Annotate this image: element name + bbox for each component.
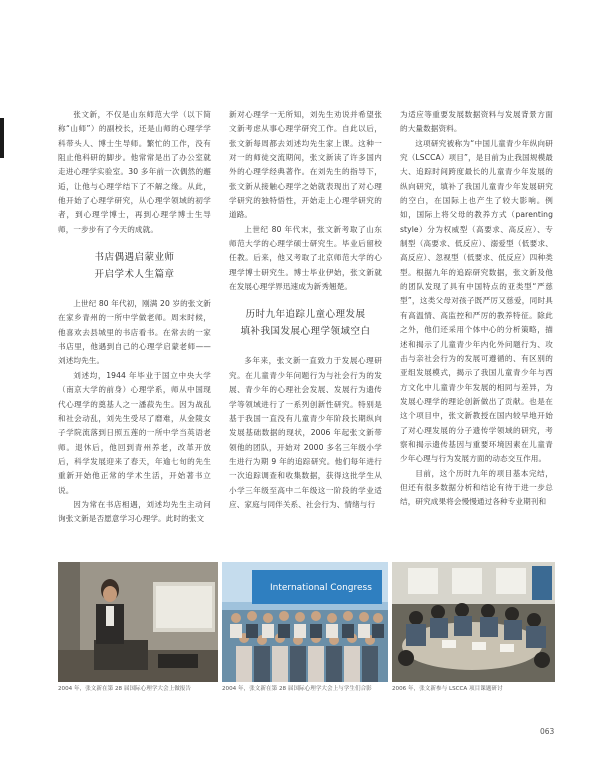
photo-caption: 2006 年，张文新参与 LSCCA 项目课题研讨 — [392, 686, 503, 692]
section-heading-1 — [58, 249, 211, 283]
paragraph: 上世纪 80 年代初，刚满 20 岁的张文新在家乡青州的一所中学做老师。周末时候，他喜欢去县城里的书店看书。在常去的一家书店里，他遇到自己的心理学启蒙老师——刘述均先生。 — [58, 299, 211, 366]
text-column-3 — [400, 108, 553, 510]
paragraph: 这项研究被称为“中国儿童青少年纵向研究（LSCCA）项目”，是目前为止我国规模最大、追踪时间跨度最长的儿童青少年发展的纵向研究，填补了我国儿童青少年发展研究的空白，在国际上也产生了较大影响。例如，国际上将父母的教养方式（parenting style）分为权威型（高要求、高反应）、专制型（高要求、低反应）、溺爱型（低要求、高反应）、忽视型（低要求、低反应）四种类型。根据九年的追踪研究数据，张文新及他的团队发现了具有中国特点的亚类型“严慈型”，这类父母对孩子既严厉又慈爱，同时具有高温情、高监控和严厉的教养特征。除此之外，他们还采用个体中心的分析策略，描述和揭示了儿童青少年内化外问题行为、攻击与亲社会行为的发展可遵循的、有区别的亚组发展模式，揭示了我国儿童青少年与西方文化中儿童青少年发展的相同与差异，为发展心理学的理论创新做出了贡献。也是在这个项目中，张文新教授在国内较早地开始了对心理发展的分子遗传学领域的研究，考察和揭示遗传基因与重要环境因素在儿童青少年心理与行为发展方面的动态交互作用。 — [400, 138, 553, 464]
heading-line: 书店偶遇启蒙业师 — [94, 252, 175, 264]
heading-line: 历时九年追踪儿童心理发展 — [245, 309, 366, 321]
heading-line: 开启学术人生篇章 — [94, 269, 175, 281]
heading-line: 填补我国发展心理学领域空白 — [240, 326, 371, 338]
paragraph: 刘述均，1944 年毕业于国立中央大学（南京大学的前身）心理学系，师从中国现代心理学的奠基人之一潘菽先生。因为战乱和社会动乱，刘先生受尽了磨难，从金陵女子学院流落到日照五莲的一所中学当英语老师。退休后，他回到青州养老，改革开放后，科学发展迎来了春天，年逾七旬的先生重新开始他正常的学术生活，开始著书立说。 — [58, 370, 211, 495]
photo-caption: 2004 年，张文新在第 28 届国际心理学大会上做报告 — [58, 686, 191, 692]
section-heading-2 — [229, 306, 382, 340]
photo-group — [222, 562, 388, 682]
paragraph: 目前，这个历时九年的项目基本完结，但还有很多数据分析和结论有待于进一步总结，研究成果将会慢慢通过各种专业期刊和 — [400, 468, 553, 507]
paragraph: 上世纪 80 年代末，张文新考取了山东师范大学的心理学硕士研究生。毕业后留校任教。后来，他又考取了北京师范大学的心理学博士研究生。博士毕业伊始，张文新就在发展心理学界迅速成为新秀翘楚。 — [229, 224, 382, 292]
paragraph: 因为常在书店相遇，刘述均先生主动问询张文新是否愿意学习心理学。此时的张文 — [58, 499, 211, 524]
paragraph: 张文新，不仅是山东师范大学（以下简称“山师”）的副校长，还是山师的心理学学科带头人、博士生导师。繁忙的工作，没有阻止他科研的脚步。他常常是出了办公室就走进心理学实验室。30 多年前一次偶然的邂逅，让他与心理学结下了不解之缘。从此，他开始了心理学研究，从心理学领域的初学者，到心理学博士，再到心理学博士生导师，一步步有了今天的成就。 — [58, 110, 211, 234]
page-edge-marker — [0, 118, 4, 158]
photo-caption: 2004 年，张文新在第 28 届国际心理学大会上与学生们合影 — [222, 686, 372, 692]
photo-seminar — [392, 562, 555, 682]
paragraph: 为适应等重要发展数据资料与发展背景方面的大量数据资料。 — [400, 110, 553, 134]
photo-lecture — [58, 562, 218, 682]
paragraph: 多年来，张文新一直致力于发展心理研究。在儿童青少年问题行为与社会行为的发展、青少年的心理社会发展、发展行为遗传学等领域进行了一系列创新性研究。特别是基于我国一直没有儿童青少年阶段长期纵向发展基础数据的现状，2006 年起张文新带领他的团队，开始对 2000 多名三年级小学生进行为期 9 年的追踪研究。他们每年进行一次追踪调查和收集数据，获得这批学生从小学三年级至高中二年级这一阶段的学业适应、家庭与同伴关系、社会行为、情绪与行 — [229, 356, 382, 509]
paragraph: 新对心理学一无所知，刘先生劝说并希望张文新考虑从事心理学研究工作。自此以后，张文新每周都去刘述均先生家上课。这种一对一的师徒交流期间，张文新读了许多国内外的心理学经典著作。在刘先生的指导下，张文新从接触心理学之始就表现出了对心理学研究的独特悟性，开始走上心理学研究的道路。 — [229, 110, 382, 220]
page-number: 063 — [540, 727, 555, 736]
text-column-1 — [58, 108, 211, 527]
banner-text: International Congress — [270, 583, 372, 593]
text-column-2 — [229, 108, 382, 512]
